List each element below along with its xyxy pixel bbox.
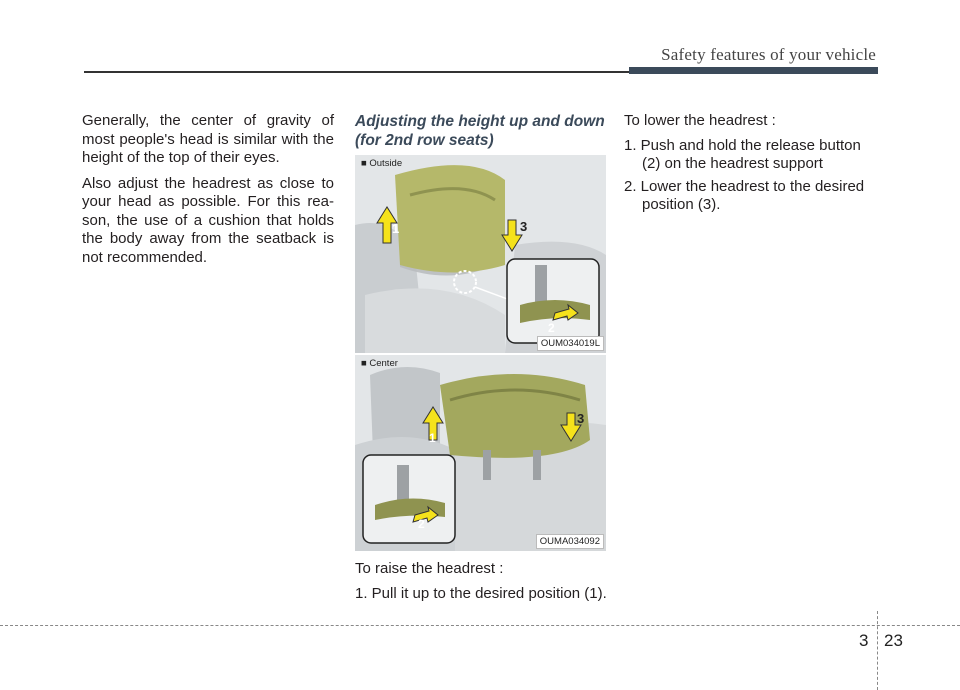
paragraph-gravity: Generally, the center of gravity of most people's head is similar with the height of the top of their eyes. (82, 112, 334, 166)
lower-title: To lower the headrest : (624, 112, 776, 129)
column-3 (624, 112, 880, 219)
raise-instructions (355, 560, 615, 607)
footer-divider (877, 611, 878, 690)
figure-outside-headrest (355, 155, 606, 353)
raise-step-1: 1. Pull it up to the desired position (1). (355, 584, 607, 602)
figure-label-2: 2 (548, 321, 555, 335)
figure-label-2: 2 (418, 517, 425, 531)
center-headrest-illustration (355, 355, 606, 551)
figure-code-outside: OUM034019L (537, 336, 604, 351)
section-title: Safety features of your vehicle (661, 45, 876, 64)
lower-step-1: 1. Push and hold the release button (2) on the headrest support (624, 136, 861, 172)
figure-label-1: 1 (429, 431, 436, 445)
header-rule (84, 71, 629, 73)
section-heading: Adjusting the height up and down (for 2nd row seats) (355, 113, 605, 149)
lower-step-2: 2. Lower the headrest to the desired position (3). (624, 177, 865, 213)
header-rule-accent (629, 67, 878, 74)
figure-caption-center: ■ Center (361, 358, 398, 369)
figure-label-3: 3 (520, 219, 528, 234)
raise-title: To raise the headrest : (355, 560, 504, 577)
column-2 (355, 112, 607, 158)
page-number: 23 (884, 631, 903, 650)
figure-label-1: 1 (392, 221, 400, 236)
chapter-number: 3 (859, 631, 869, 650)
figure-code-center: OUMA034092 (536, 534, 604, 549)
figure-label-3: 3 (577, 411, 585, 426)
figure-caption-outside: ■ Outside (361, 158, 403, 169)
footer-rule (0, 625, 960, 626)
figure-center-headrest (355, 355, 606, 551)
column-1 (82, 112, 334, 274)
outside-headrest-illustration (355, 155, 606, 353)
paragraph-adjust: Also adjust the headrest as close to your head as possible. For this rea-son, the use of a cushion that holds the body away from the seatback is not recommended. (82, 174, 334, 266)
